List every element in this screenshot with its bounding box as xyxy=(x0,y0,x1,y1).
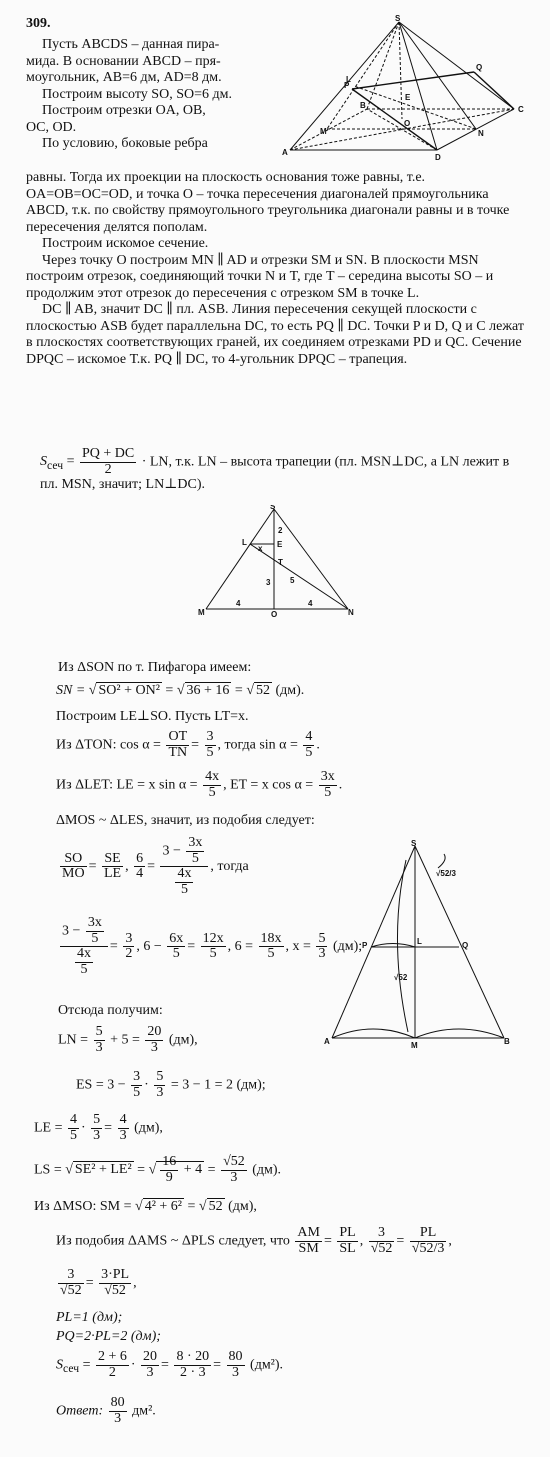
fig2-label-e: E xyxy=(277,540,283,549)
fig2-label-v5: 5 xyxy=(290,576,295,585)
le-equation: LE = $\frac{4}{5}$ · $\frac{5}{3}$ = $\frac{4}{3}$ (дм), xyxy=(34,1112,163,1143)
fig3-label-p: P xyxy=(362,941,368,950)
fig3-label-l: L xyxy=(417,937,422,946)
intro-line-1: Пусть ABCDS – данная пира- xyxy=(42,37,220,52)
answer: Ответ: $\frac{80}{3}$ дм². xyxy=(56,1395,156,1426)
fig3-label-r1: √52 xyxy=(394,973,408,982)
pq-value: PQ=2·PL=2 (дм); xyxy=(56,1329,161,1344)
intro-line-3: моугольник, AB=6 дм, AD=8 дм. xyxy=(26,70,222,86)
area-lhs: $S_{сеч}$ = xyxy=(40,454,75,473)
area-comment: т.к. LN – высота трапеции (пл. MSN⊥DC, а LN лежит в пл. MSN, значит; LN⊥DC). xyxy=(40,454,510,493)
fig3-label-a: A xyxy=(324,1037,330,1046)
area-fraction: $\frac{PQ + DC}{2}$ xyxy=(81,446,135,477)
fig2-label-v3: 4 xyxy=(236,599,241,608)
intro-line-2: мида. В основании ABCD – пря- xyxy=(26,53,221,69)
para-through-o: Через точку O построим MN ∥ AD и отрезки SM и SN. В плоскости MSN построим отрезок, соединяющий точки N и T, где T – середина высоты SO – и продолжим этот отрезок до пересечения с отрезком SM в точке L. xyxy=(26,252,494,301)
s-final-equation: $S_{сеч}$ = $\frac{2 + 6}{2}$ · $\frac{20}{3}$ = $\frac{8 \cdot 20}{2 \cdot 3}$ = $\frac{80}{3}$ (дм²). xyxy=(56,1349,284,1380)
ln-equation: LN = $\frac{5}{3}$ + 5 = $\frac{20}{3}$ (дм), xyxy=(58,1024,198,1055)
fig3-label-q: Q xyxy=(462,941,469,950)
pyramid-figure xyxy=(282,14,532,160)
intro-line-7: По условию, боковые ребра xyxy=(42,136,208,152)
para-build-section: Построим искомое сечение. xyxy=(42,236,209,252)
area-formula xyxy=(40,447,530,494)
fig2-label-s: S xyxy=(270,505,276,511)
fig1-label-q: Q xyxy=(476,63,483,72)
triangle-msn-figure xyxy=(198,505,358,617)
pl-value: PL=1 (дм); xyxy=(56,1310,123,1325)
intro-line-4: Построим высоту SO, SO=6 дм. xyxy=(42,86,232,102)
line-similar: ΔMOS ~ ΔLES, значит, из подобия следует: xyxy=(56,813,315,828)
fig2-label-t: T xyxy=(278,558,283,567)
ton-equation: Из ΔTON: cos α = $\frac{OT}{TN}$ = $\frac{3}{5}$ , тогда sin α = $\frac{4}{5}$ . xyxy=(56,729,320,760)
fig1-label-a: A xyxy=(282,148,288,157)
fig2-label-n: N xyxy=(348,608,354,617)
fig2-label-v2: 3 xyxy=(266,578,271,587)
fig1-label-d: D xyxy=(435,153,441,160)
let-equation: Из ΔLET: LE = x sin α = $\frac{4x}{5}$ , ET = x cos α = $\frac{3x}{5}$ . xyxy=(56,769,343,800)
fig1-label-p: P xyxy=(344,81,350,90)
similarity2-equation: Из подобия ΔAMS ~ ΔPLS следует, что $\frac{AM}{SM}$ = $\frac{PL}{SL}$ , $\frac{3}{√52}$ = $\frac{PL}{√52/3}$ , xyxy=(56,1225,452,1256)
fig2-label-l: L xyxy=(242,538,247,547)
fig1-label-b: B xyxy=(360,101,366,110)
intro-line-5: Построим отрезки OA, OB, xyxy=(42,103,206,119)
para-equal-edges: равны. Тогда их проекции на плоскость основания тоже равны, т.е. OA=OB=OC=OD, и точка O – точка пересечения диагоналей прямоугольника ABCD, т.к. по свойству прямоугольного треугольника диагонали равны и в точке пересечения делятся пополам. xyxy=(26,170,510,235)
triangle-asb-figure xyxy=(318,840,518,1050)
fig1-label-c: C xyxy=(518,105,524,114)
fig2-label-m: M xyxy=(198,608,205,617)
line-son: Из ΔSON по т. Пифагора имеем: xyxy=(58,660,252,675)
fig3-label-b: B xyxy=(504,1037,510,1046)
fig1-label-e: E xyxy=(405,93,411,102)
fig2-label-x: x xyxy=(258,544,263,553)
similarity-equation: $\frac{SO}{MO}$ = $\frac{SE}{LE}$ , $\frac{6}{4}$ = 3 − $\frac{3x}{5}$ $\frac{4x}{5}$ , тогда xyxy=(62,835,249,898)
es-equation: ES = 3 − $\frac{3}{5}$ · $\frac{5}{3}$ = 3 − 1 = 2 (дм); xyxy=(76,1069,266,1100)
intro-line-6: OC, OD. xyxy=(26,119,77,135)
solve-equation: 3 − $\frac{3x}{5}$ $\frac{4x}{5}$ = $\frac{3}{2}$ , 6 − $\frac{6x}{5}$ = $\frac{12x}{5}$ , 6 = $\frac{18x}{5}$ , x = $\frac{5}{3}$ (дм); xyxy=(62,915,363,978)
problem-number: 309. xyxy=(26,16,51,31)
fig1-label-l: L xyxy=(346,75,351,84)
fig3-label-m: M xyxy=(411,1041,418,1050)
line-hence: Отсюда получим: xyxy=(58,1003,163,1018)
sn-equation: SN = √ SO² + ON² = √ 36 + 16 = √ 52 (дм). xyxy=(56,683,305,698)
fig2-label-v4: 4 xyxy=(308,599,313,608)
intro-text xyxy=(26,37,276,153)
line-le: Построим LE⊥SO. Пусть LT=x. xyxy=(56,709,249,724)
fig2-label-v1: 2 xyxy=(278,526,283,535)
fig1-label-o: O xyxy=(404,119,411,128)
ls-equation: LS = √ SE² + LE² = √ $\frac{16}{9}$ + 4 = $\frac{√52}{3}$ (дм). xyxy=(34,1154,282,1185)
fig2-label-o: O xyxy=(271,610,278,617)
fig1-label-s: S xyxy=(395,14,401,23)
main-text xyxy=(26,170,526,368)
fig3-label-r2: √52/3 xyxy=(436,869,456,878)
para-dc-ab: DC ∥ AB, значит DC ∥ пл. ASB. Линия пересечения секущей плоскости с плоскостью ASB будет параллельна DC, то есть PQ ∥ DC. Точки P и D, Q и C лежат в плоскостях соответствующих граней, их соединяем отрезками PD и QC. Сечение DPQC – искомое Т.к. PQ ∥ DC, то 4-угольник DPQC – трапеция. xyxy=(26,302,524,367)
fig3-label-s: S xyxy=(411,840,417,848)
pl-fraction: $\frac{3}{√52}$ = $\frac{3\cdot PL}{√52}$ , xyxy=(60,1267,137,1298)
fig1-label-n: N xyxy=(478,129,484,138)
area-tail: · LN, xyxy=(141,454,173,470)
fig1-label-m: M xyxy=(320,127,327,136)
sm-equation: Из ΔMSO: SM = √ 4² + 6² = √ 52 (дм), xyxy=(34,1199,257,1214)
